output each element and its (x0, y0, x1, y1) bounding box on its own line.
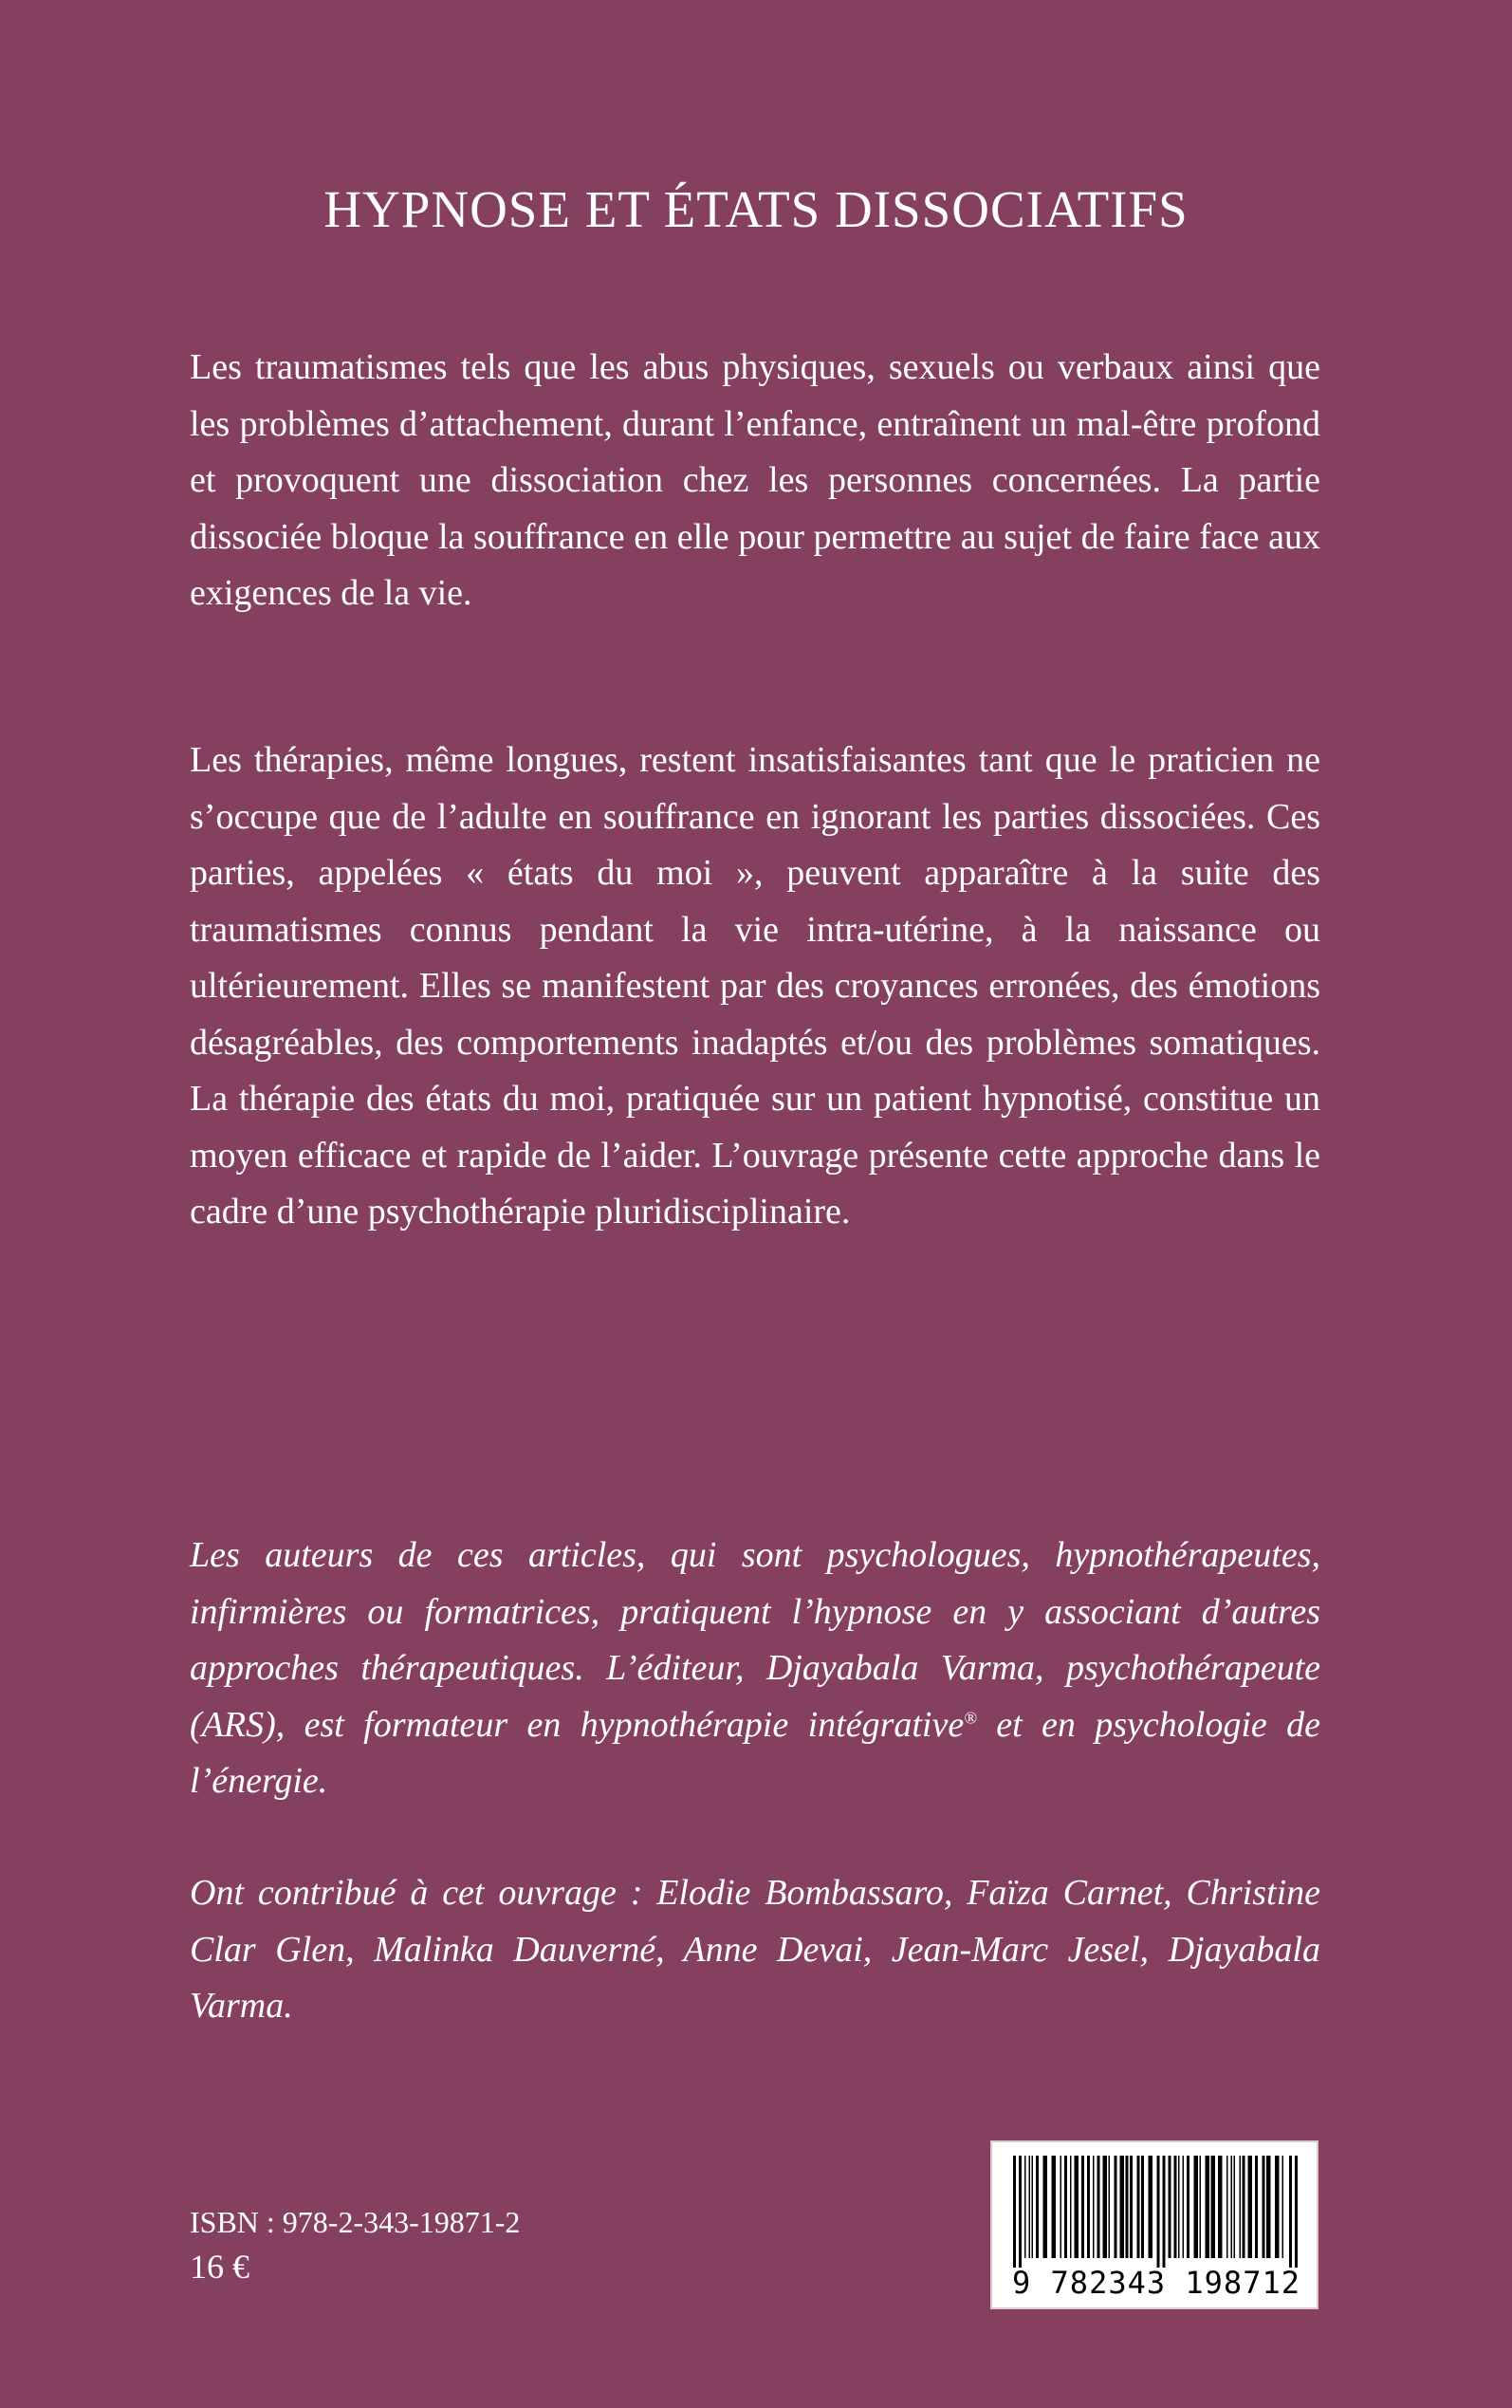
barcode-bar (1282, 2156, 1284, 2258)
authors-text-part2: et en psychologie de l’énergie. (190, 1704, 1320, 1801)
barcode-bar (1178, 2156, 1180, 2258)
contributors-paragraph: Ont contribué à cet ouvrage : Elodie Bombassaro, Faïza Carnet, Christine Clar Glen, Malinka Dauverné, Anne Devai, Jean-Marc Jesel, Djayabala Varma. (190, 1873, 1320, 2026)
barcode-bar (1070, 2156, 1072, 2258)
barcode-bar (1019, 2156, 1022, 2268)
barcode-bar (1043, 2156, 1048, 2258)
barcode-bar (1081, 2156, 1084, 2258)
barcode-bar (1211, 2156, 1216, 2258)
barcode-bar (1103, 2156, 1108, 2258)
barcode-digits: 9 782343 198712 (1012, 2265, 1300, 2301)
barcode-bar (1169, 2156, 1171, 2258)
barcode (990, 2140, 1318, 2309)
barcode-bar (1109, 2156, 1111, 2258)
book-title: HYPNOSE ET ÉTATS DISSOCIATIFS (323, 180, 1189, 238)
barcode-bar (1024, 2156, 1026, 2258)
barcode-bar (1137, 2156, 1140, 2258)
barcode-bar (1183, 2156, 1185, 2258)
barcode-bar (1255, 2156, 1258, 2258)
barcode-bar (1174, 2156, 1177, 2258)
barcode-bar (1087, 2156, 1090, 2258)
barcode-bar (1263, 2156, 1265, 2258)
barcode-bars (1013, 2156, 1298, 2268)
barcode-bar (1218, 2156, 1223, 2258)
barcode-bar (1036, 2156, 1039, 2258)
barcode-bar (1243, 2156, 1245, 2258)
barcode-bar (1157, 2156, 1160, 2268)
barcode-bar (1130, 2156, 1133, 2258)
authors-text-part1: Les auteurs de ces articles, qui sont psychologues, hypnothérapeutes, infirmières ou formatrices, pratiquent l’hypnose en y associant d’autres approches thérapeutiques. L’éditeur, Djayabala Varma, psychothérapeute (ARS), est formateur en hypnothérapie intégrative (190, 1535, 1320, 1745)
barcode-bar (1248, 2156, 1253, 2258)
barcode-bar (1200, 2156, 1202, 2258)
barcode-bar (1060, 2156, 1062, 2258)
barcode-bar (1226, 2156, 1228, 2258)
barcode-bar (1295, 2156, 1298, 2268)
barcode-bar (1141, 2156, 1144, 2258)
barcode-bar (1029, 2156, 1031, 2258)
barcode-bar (1231, 2156, 1233, 2258)
price-label: 16 € (190, 2248, 249, 2286)
barcode-bar (1120, 2156, 1125, 2258)
barcode-bar (1064, 2156, 1067, 2258)
barcode-bar (1194, 2156, 1199, 2258)
description-paragraph-1: Les traumatismes tels que les abus physiques, sexuels ou verbaux ainsi que les problèmes d’attachement, durant l’enfance, entraînent un mal-être profond et provoquent une dissociation chez les personnes concernées. La partie dissociée bloque la souffrance en elle pour permettre au sujet de faire face aux exigences de la vie. (190, 347, 1320, 613)
barcode-bar (1149, 2156, 1153, 2258)
barcode-bar (1097, 2156, 1100, 2258)
barcode-bar (1206, 2156, 1210, 2258)
barcode-bar (1032, 2156, 1034, 2258)
barcode-bar (1126, 2156, 1129, 2258)
description-paragraph-2: Les thérapies, même longues, restent insatisfaisantes tant que le praticien ne s’occupe que de l’adulte en souffrance en ignorant les parties dissociées. Ces parties, appelées « états du moi », peuvent apparaître à la suite des traumatismes connus pendant la vie intra-utérine, à la naissance ou ultérieurement. Elles se manifestent par des croyances erronées, des émotions désagréables, des comportements inadaptés et/ou des problèmes somatiques. La thérapie des états du moi, pratiquée sur un patient hypnotisé, constitue un moyen efficace et rapide de l’aider. L’ouvrage présente cette approche dans le cadre d’une psychothérapie pluridisciplinaire. (190, 740, 1320, 1232)
barcode-bar (1052, 2156, 1057, 2258)
authors-paragraph (190, 1528, 1320, 1810)
barcode-bar (1234, 2156, 1236, 2258)
barcode-bar (1075, 2156, 1079, 2258)
barcode-bar (1240, 2156, 1242, 2258)
barcode-bar (1163, 2156, 1166, 2268)
barcode-bar (1115, 2156, 1117, 2258)
registered-trademark-mark: ® (964, 1707, 977, 1727)
barcode-bar (1093, 2156, 1095, 2258)
isbn-label: ISBN : 978-2-343-19871-2 (190, 2205, 521, 2239)
barcode-bar (1289, 2156, 1292, 2268)
barcode-bar (1187, 2156, 1189, 2258)
barcode-bar (1266, 2156, 1271, 2258)
barcode-bar (1013, 2156, 1016, 2268)
barcode-bar (1275, 2156, 1280, 2258)
